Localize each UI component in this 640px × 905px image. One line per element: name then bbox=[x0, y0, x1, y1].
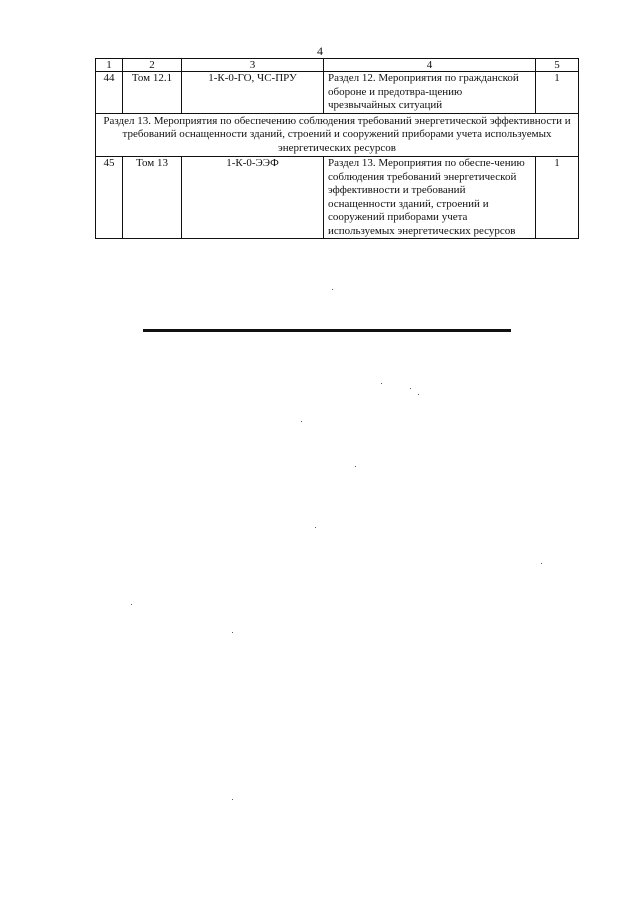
end-rule bbox=[143, 329, 511, 332]
scan-speck bbox=[232, 799, 233, 800]
scan-speck bbox=[332, 289, 333, 290]
scan-speck bbox=[301, 421, 302, 422]
scan-speck bbox=[315, 527, 316, 528]
scan-speck bbox=[355, 466, 356, 467]
header-col-5: 5 bbox=[536, 59, 579, 72]
scan-speck bbox=[418, 394, 419, 395]
scan-speck bbox=[410, 388, 411, 389]
code-cell: 1-К-0-ГО, ЧС-ПРУ bbox=[182, 72, 324, 114]
count-cell: 1 bbox=[536, 157, 579, 239]
scan-speck bbox=[541, 563, 542, 564]
header-col-2: 2 bbox=[123, 59, 182, 72]
count-cell: 1 bbox=[536, 72, 579, 114]
section-heading-row bbox=[96, 113, 579, 157]
page-number: 4 bbox=[317, 44, 323, 58]
volume-cell: Том 12.1 bbox=[123, 72, 182, 114]
volume-cell: Том 13 bbox=[123, 157, 182, 239]
row-number: 44 bbox=[96, 72, 123, 114]
code-cell: 1-К-0-ЭЭФ bbox=[182, 157, 324, 239]
header-col-1: 1 bbox=[96, 59, 123, 72]
title-cell: Раздел 13. Мероприятия по обеспе-чению соблюдения требований энергетической эффективности и требований оснащенности зданий, строений и сооружений приборами учета используемых энергетических ресурсов bbox=[324, 157, 536, 239]
title-cell: Раздел 12. Мероприятия по гражданской обороне и предотвра-щению чрезвычайных ситуаций bbox=[324, 72, 536, 114]
scan-speck bbox=[131, 604, 132, 605]
document-table bbox=[95, 58, 579, 239]
scan-speck bbox=[381, 383, 382, 384]
section-heading: Раздел 13. Мероприятия по обеспечению соблюдения требований энергетической эффективности и требований оснащенности зданий, строений и сооружений приборами учета используемых энергетических ресурсов bbox=[96, 113, 579, 157]
table-row bbox=[96, 72, 579, 114]
scan-speck bbox=[232, 632, 233, 633]
header-col-4: 4 bbox=[324, 59, 536, 72]
header-col-3: 3 bbox=[182, 59, 324, 72]
table-row bbox=[96, 157, 579, 239]
table-header-row bbox=[96, 59, 579, 72]
row-number: 45 bbox=[96, 157, 123, 239]
